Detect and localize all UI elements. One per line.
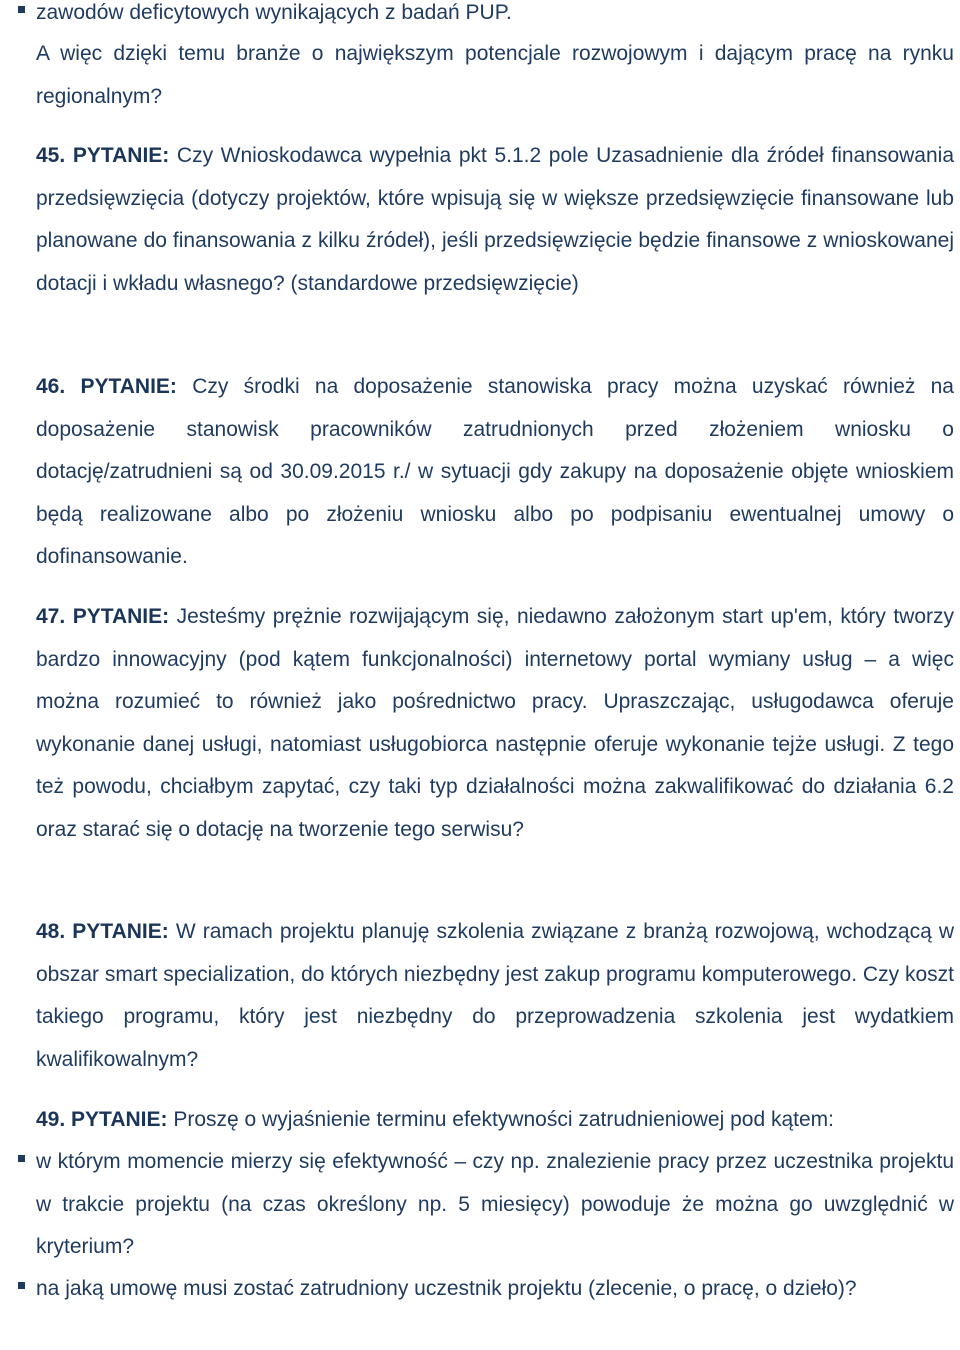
question-text: Proszę o wyjaśnienie terminu efektywności zatrudnieniowej pod kątem: xyxy=(173,1108,835,1131)
question-47 xyxy=(36,596,954,851)
question-46 xyxy=(36,366,954,579)
q49-bullet-text: na jaką umowę musi zostać zatrudniony uczestnik projektu (zlecenie, o pracę, o dzieło)? xyxy=(36,1277,857,1300)
question-text: Jesteśmy prężnie rozwijającym się, niedawno założonym start up'em, który tworzy bardzo innowacyjny (pod kątem funkcjonalności) internetowy portal wymiany usług – a więc można rozumieć to również jako pośrednictwo pracy. Upraszczając, usługodawca oferuje wykonanie danej usługi, natomiast usługobiorca następnie oferuje wykonanie tejże usługi. Z tego też powodu, chciałbym zapytać, czy taki typ działalności można zakwalifikować do działania 6.2 oraz starać się o dotację na tworzenie tego serwisu? xyxy=(36,605,954,841)
question-keyword: PYTANIE: xyxy=(72,605,170,628)
question-text: Czy środki na doposażenie stanowiska pracy można uzyskać również na doposażenie stanowisk pracowników zatrudnionych przed złożeniem wniosku o dotację/zatrudnieni są od 30.09.2015 r./ w sytuacji gdy zakupy na doposażenie objęte wnioskiem będą realizowane albo po złożeniu wniosku albo po podpisaniu ewentualnej umowy o dofinansowanie. xyxy=(36,375,954,568)
q49-bullet-text: w którym momencie mierzy się efektywność – czy np. znalezienie pracy przez uczestnika projektu w trakcie projektu (na czas określony np. 5 miesięcy) powoduje że można go uwzględnić w kryterium? xyxy=(36,1150,954,1258)
q49-bullet-item xyxy=(36,1141,954,1269)
square-bullet-icon xyxy=(18,6,25,13)
question-number: 49. xyxy=(36,1108,66,1131)
square-bullet-icon xyxy=(18,1155,25,1162)
question-48 xyxy=(36,911,954,1081)
intro-bullet-item xyxy=(36,0,954,35)
square-bullet-icon xyxy=(18,1282,25,1289)
question-number: 48. xyxy=(36,920,66,943)
question-number: 46. xyxy=(36,375,66,398)
question-keyword: PYTANIE: xyxy=(71,1108,168,1131)
question-text: Czy Wnioskodawca wypełnia pkt 5.1.2 pole Uzasadnienie dla źródeł finansowania przedsięwzięcia (dotyczy projektów, które wpisują się w większe przedsięwzięcie finansowane lub planowane do finansowania z kilku źródeł), jeśli przedsięwzięcie będzie finansowe z wnioskowanej dotacji i wkładu własnego? (standardowe przedsięwzięcie) xyxy=(36,144,954,295)
question-keyword: PYTANIE: xyxy=(72,144,170,167)
question-number: 45. xyxy=(36,144,66,167)
question-number: 47. xyxy=(36,605,66,628)
question-keyword: PYTANIE: xyxy=(72,920,169,943)
question-45 xyxy=(36,135,954,305)
intro-bullet-text: zawodów deficytowych wynikających z badań PUP. xyxy=(36,1,512,24)
question-text: W ramach projektu planuję szkolenia związane z branżą rozwojową, wchodzącą w obszar smart specialization, do których niezbędny jest zakup programu komputerowego. Czy koszt takiego programu, który jest niezbędny do przeprowadzenia szkolenia jest wydatkiem kwalifikowalnym? xyxy=(36,920,955,1071)
intro-question: A więc dzięki temu branże o największym potencjale rozwojowym i dającym pracę na rynku regionalnym? xyxy=(36,42,954,108)
question-keyword: PYTANIE: xyxy=(80,375,177,398)
q49-bullet-item xyxy=(36,1268,954,1311)
question-49 xyxy=(36,1099,954,1142)
